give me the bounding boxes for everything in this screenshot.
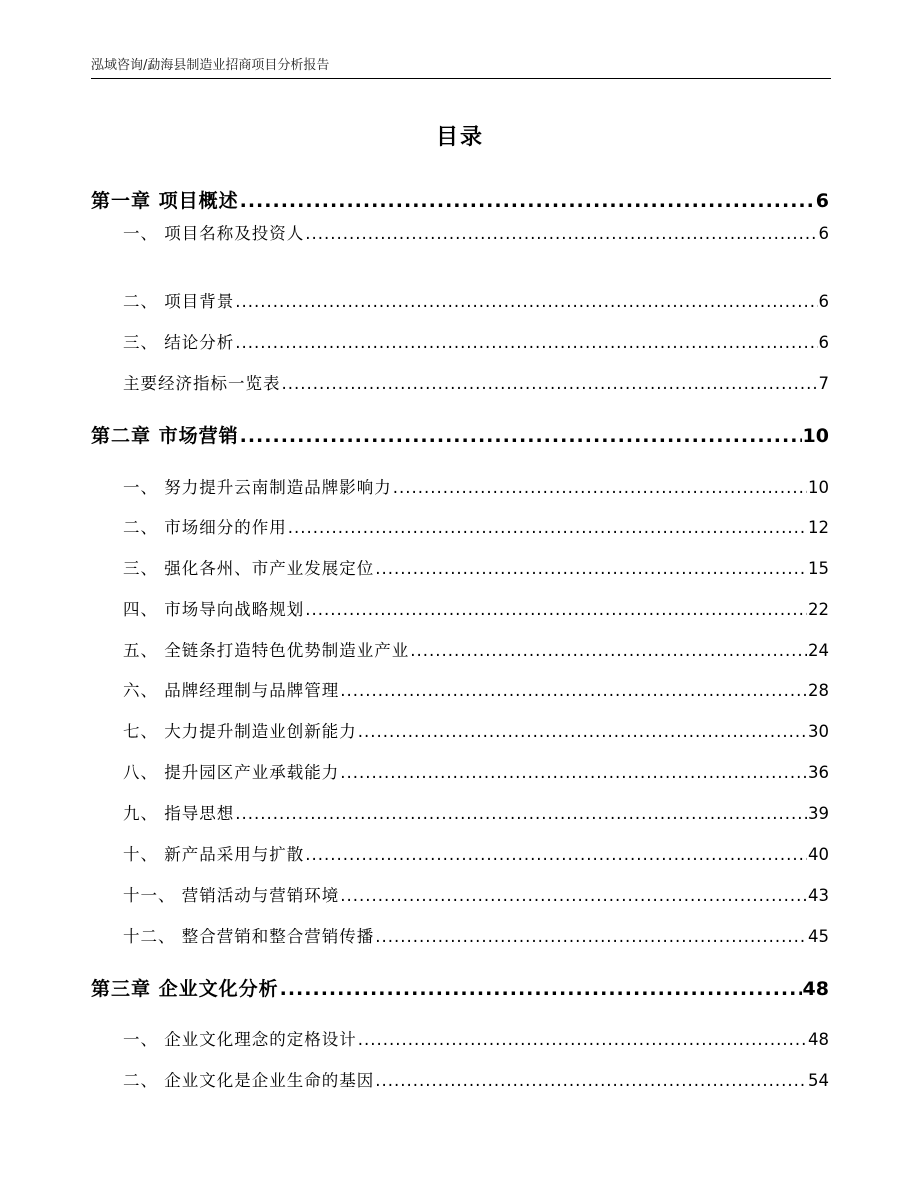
toc-title: 目录 bbox=[435, 125, 484, 150]
toc-entry-label: 二、 市场细分的作用 bbox=[123, 518, 287, 537]
toc-entry-page: 6 bbox=[818, 333, 829, 352]
toc-entry-label: 八、 提升园区产业承载能力 bbox=[123, 763, 340, 782]
toc-entry-label: 十、 新产品采用与扩散 bbox=[123, 845, 305, 864]
dot-leader bbox=[305, 600, 807, 619]
toc-entry-page: 12 bbox=[808, 518, 829, 537]
toc-entry-page: 28 bbox=[808, 681, 829, 700]
dot-leader bbox=[235, 333, 817, 352]
dot-leader bbox=[240, 425, 802, 447]
toc-entry-label: 四、 市场导向战略规划 bbox=[123, 600, 305, 619]
toc-entry[interactable] bbox=[123, 1026, 829, 1050]
toc-entry-page: 40 bbox=[808, 845, 829, 864]
toc-entry-page: 10 bbox=[808, 478, 829, 497]
toc-entry-label: 一、 企业文化理念的定格设计 bbox=[123, 1030, 357, 1049]
toc-entry[interactable] bbox=[123, 637, 829, 661]
dot-leader bbox=[340, 681, 807, 700]
toc-entry[interactable] bbox=[123, 370, 829, 394]
dot-leader bbox=[288, 518, 807, 537]
toc-entry[interactable] bbox=[123, 220, 829, 244]
toc-entry-page: 15 bbox=[808, 559, 829, 578]
toc-entry-label: 十一、 营销活动与营销环境 bbox=[123, 886, 340, 905]
toc-entry[interactable] bbox=[91, 421, 829, 448]
toc-entry-label: 九、 指导思想 bbox=[123, 804, 235, 823]
toc-entry-label: 六、 品牌经理制与品牌管理 bbox=[123, 681, 340, 700]
dot-leader bbox=[235, 804, 807, 823]
toc-entry-page: 39 bbox=[808, 804, 829, 823]
toc-entry-page: 22 bbox=[808, 600, 829, 619]
toc-entry-label: 三、 结论分析 bbox=[123, 333, 235, 352]
toc-entry-page: 10 bbox=[802, 425, 829, 447]
toc-entry[interactable] bbox=[123, 329, 829, 353]
toc-entry[interactable] bbox=[123, 882, 829, 906]
dot-leader bbox=[393, 478, 807, 497]
toc-entry-label: 五、 全链条打造特色优势制造业产业 bbox=[123, 641, 410, 660]
toc-entry-label: 主要经济指标一览表 bbox=[123, 374, 281, 393]
dot-leader bbox=[305, 845, 807, 864]
toc-entry-page: 45 bbox=[808, 927, 829, 946]
toc-entry[interactable] bbox=[123, 474, 829, 498]
toc-entry[interactable] bbox=[91, 186, 829, 213]
toc-entry-label: 第三章 企业文化分析 bbox=[91, 978, 279, 1000]
toc-entry-page: 30 bbox=[808, 722, 829, 741]
toc-entry-label: 二、 企业文化是企业生命的基因 bbox=[123, 1071, 375, 1090]
toc-entry[interactable] bbox=[123, 841, 829, 865]
dot-leader bbox=[375, 927, 807, 946]
dot-leader bbox=[305, 224, 817, 243]
page-header: 泓域咨询/勐海县制造业招商项目分析报告 bbox=[91, 58, 330, 73]
toc-entry-label: 十二、 整合营销和整合营销传播 bbox=[123, 927, 375, 946]
dot-leader bbox=[280, 978, 802, 1000]
toc-entry-page: 6 bbox=[818, 224, 829, 243]
toc-entry-page: 24 bbox=[808, 641, 829, 660]
toc-entry[interactable] bbox=[123, 514, 829, 538]
toc-entry-page: 48 bbox=[808, 1030, 829, 1049]
toc-entry-label: 二、 项目背景 bbox=[123, 292, 235, 311]
toc-entry-label: 一、 努力提升云南制造品牌影响力 bbox=[123, 478, 392, 497]
toc-entry[interactable] bbox=[123, 718, 829, 742]
toc-entry[interactable] bbox=[123, 596, 829, 620]
toc-entry-page: 48 bbox=[802, 978, 829, 1000]
toc-entry-page: 36 bbox=[808, 763, 829, 782]
dot-leader bbox=[410, 641, 807, 660]
toc-entry[interactable] bbox=[123, 677, 829, 701]
toc-entry-page: 6 bbox=[815, 190, 829, 212]
toc-entry[interactable] bbox=[123, 1067, 829, 1091]
toc-entry-label: 一、 项目名称及投资人 bbox=[123, 224, 305, 243]
toc-entry[interactable] bbox=[91, 974, 829, 1001]
dot-leader bbox=[340, 886, 807, 905]
dot-leader bbox=[375, 1071, 807, 1090]
toc-entry-page: 6 bbox=[818, 292, 829, 311]
toc-entry-label: 第二章 市场营销 bbox=[91, 425, 239, 447]
dot-leader bbox=[358, 722, 807, 741]
toc-entry-page: 54 bbox=[808, 1071, 829, 1090]
toc-entry-label: 第一章 项目概述 bbox=[91, 190, 239, 212]
dot-leader bbox=[375, 559, 807, 578]
toc-entry[interactable] bbox=[123, 800, 829, 824]
toc-entry-page: 43 bbox=[808, 886, 829, 905]
toc-entry-label: 七、 大力提升制造业创新能力 bbox=[123, 722, 357, 741]
toc-entry[interactable] bbox=[123, 288, 829, 312]
dot-leader bbox=[235, 292, 817, 311]
dot-leader bbox=[340, 763, 807, 782]
toc-entry[interactable] bbox=[123, 555, 829, 579]
toc-entry-page: 7 bbox=[818, 374, 829, 393]
toc-entry[interactable] bbox=[123, 923, 829, 947]
toc-entry-label: 三、 强化各州、市产业发展定位 bbox=[123, 559, 375, 578]
dot-leader bbox=[282, 374, 818, 393]
dot-leader bbox=[240, 190, 815, 212]
toc-entry[interactable] bbox=[123, 759, 829, 783]
dot-leader bbox=[358, 1030, 807, 1049]
